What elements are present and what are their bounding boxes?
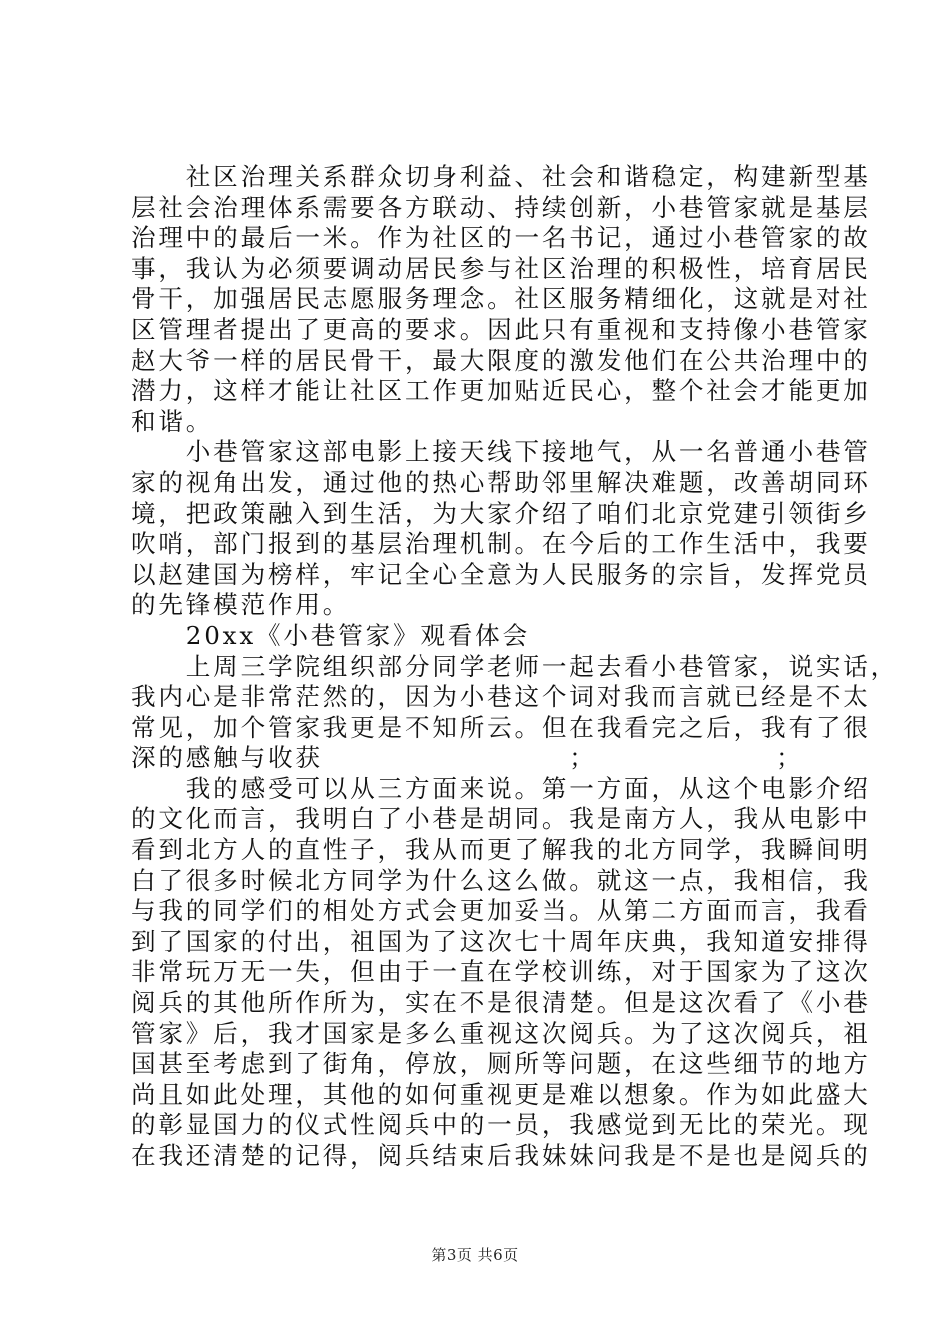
text-line: 常见，加个管家我更是不知所云。但在我看完之后，我有了很 (131, 712, 871, 742)
text-line: 我的感受可以从三方面来说。第一方面，从这个电影介绍 (131, 773, 871, 803)
text-line: 在我还清楚的记得，阅兵结束后我妹妹问我是不是也是阅兵的 (131, 1141, 871, 1170)
text-line: 境，把政策融入到生活，为大家介绍了咱们北京党建引领街乡 (131, 498, 871, 528)
text-line: 赵大爷一样的居民骨干，最大限度的激发他们在公共治理中的 (131, 345, 871, 375)
text-line: 吹哨，部门报到的基层治理机制。在今后的工作生活中，我要 (131, 529, 871, 559)
text-line: 阅兵的其他所作所为，实在不是很清楚。但是这次看了《小巷 (131, 988, 871, 1018)
text-line: 治理中的最后一米。作为社区的一名书记，通过小巷管家的故 (131, 223, 871, 253)
text-line: 的彰显国力的仪式性阅兵中的一员，我感觉到无比的荣光。现 (131, 1110, 871, 1140)
text-line: 层社会治理体系需要各方联动、持续创新，小巷管家就是基层 (131, 192, 871, 222)
text-line: 20xx《小巷管家》观看体会 (131, 620, 530, 650)
text-line: 以赵建国为榜样，牢记全心全意为人民服务的宗旨，发挥党员 (131, 559, 871, 589)
text-line: 我内心是非常茫然的，因为小巷这个词对我而言就已经是不太 (131, 682, 871, 712)
text-line: 的文化而言，我明白了小巷是胡同。我是南方人，我从电影中 (131, 804, 871, 834)
text-line: 看到北方人的直性子，我从而更了解我的北方同学，我瞬间明 (131, 835, 871, 865)
text-line: 深的感触与收获 ； ； (131, 743, 804, 773)
text-line: 区管理者提出了更高的要求。因此只有重视和支持像小巷管家 (131, 314, 871, 344)
text-line: 家的视角出发，通过他的热心帮助邻里解决难题，改善胡同环 (131, 467, 871, 497)
body-text (131, 162, 899, 1172)
page-footer: 第3页 共6页 (431, 1246, 519, 1264)
text-line: 潜力，这样才能让社区工作更加贴近民心，整个社会才能更加 (131, 376, 871, 406)
text-line: 上周三学院组织部分同学老师一起去看小巷管家，说实话， (131, 651, 899, 681)
text-line: 骨干，加强居民志愿服务理念。社区服务精细化，这就是对社 (131, 284, 871, 314)
text-line: 国甚至考虑到了街角，停放，厕所等问题，在这些细节的地方 (131, 1049, 871, 1079)
text-line: 管家》后，我才国家是多么重视这次阅兵。为了这次阅兵，祖 (131, 1018, 871, 1048)
text-line: 小巷管家这部电影上接天线下接地气，从一名普通小巷管 (131, 437, 871, 467)
text-line: 尚且如此处理，其他的如何重视更是难以想象。作为如此盛大 (131, 1079, 871, 1109)
text-line: 白了很多时候北方同学为什么这么做。就这一点，我相信，我 (131, 865, 871, 895)
text-line: 非常玩万无一失，但由于一直在学校训练，对于国家为了这次 (131, 957, 871, 987)
text-line: 事，我认为必须要调动居民参与社区治理的积极性，培育居民 (131, 253, 871, 283)
text-line: 到了国家的付出，祖国为了这次七十周年庆典，我知道安排得 (131, 926, 871, 956)
text-line: 的先锋模范作用。 (131, 590, 351, 620)
text-line: 和谐。 (131, 406, 214, 436)
text-line: 社区治理关系群众切身利益、社会和谐稳定，构建新型基 (131, 162, 871, 191)
text-line: 与我的同学们的相处方式会更加妥当。从第二方面而言，我看 (131, 896, 871, 926)
